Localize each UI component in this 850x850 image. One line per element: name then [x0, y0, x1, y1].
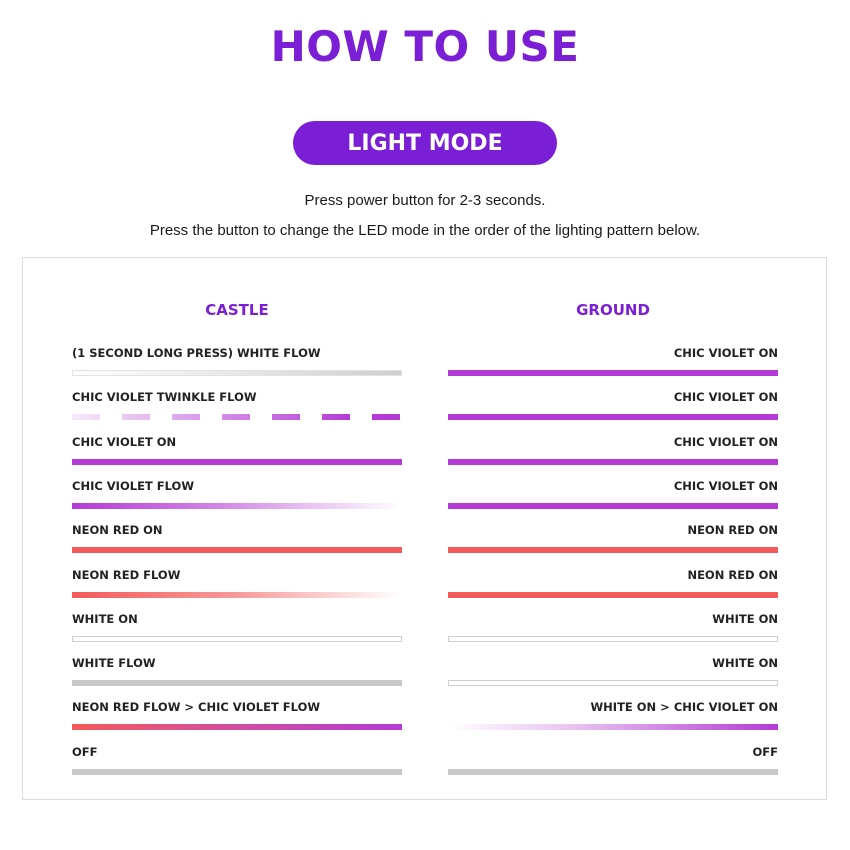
castle-pattern-bar: [72, 414, 402, 420]
castle-pattern-bar: [72, 680, 402, 686]
light-mode-badge: LIGHT MODE: [293, 121, 557, 165]
castle-mode-label: (1 SECOND LONG PRESS) WHITE FLOW: [72, 346, 321, 360]
castle-mode-label: CHIC VIOLET FLOW: [72, 478, 195, 493]
ground-mode-label: CHIC VIOLET ON: [673, 346, 778, 360]
castle-pattern-bar: [72, 724, 402, 730]
castle-mode-label: CHIC VIOLET ON: [72, 434, 177, 449]
ground-mode-label: NEON RED ON: [687, 567, 778, 582]
ground-mode-label: CHIC VIOLET ON: [673, 434, 778, 449]
ground-pattern-bar: [448, 680, 778, 686]
castle-pattern-bar: [72, 769, 402, 775]
castle-pattern-bar: [72, 503, 402, 509]
ground-mode-label: OFF: [752, 744, 778, 759]
instruction-mode-change: Press the button to change the LED mode in the order of the lighting pattern below.: [149, 222, 701, 239]
castle-mode-label: CHIC VIOLET TWINKLE FLOW: [72, 390, 257, 405]
ground-pattern-bar: [448, 636, 778, 642]
ground-pattern-bar: [448, 592, 778, 598]
ground-heading: GROUND: [576, 301, 650, 319]
ground-mode-label: CHIC VIOLET ON: [673, 478, 778, 493]
castle-pattern-bar: [72, 636, 402, 642]
page-title: HOW TO USE: [270, 22, 580, 71]
castle-mode-label: NEON RED ON: [72, 523, 163, 538]
castle-mode-label: NEON RED FLOW > CHIC VIOLET FLOW: [72, 700, 321, 715]
castle-pattern-bar: [72, 459, 402, 465]
ground-pattern-bar: [448, 370, 778, 376]
castle-pattern-bar: [72, 592, 402, 598]
ground-pattern-bar: [448, 547, 778, 553]
lighting-pattern-panel: [22, 257, 827, 800]
castle-heading: CASTLE: [205, 301, 269, 319]
castle-pattern-bar: [72, 547, 402, 553]
ground-pattern-bar: [448, 459, 778, 465]
ground-mode-label: WHITE ON: [712, 611, 778, 626]
instruction-power: Press power button for 2-3 seconds.: [304, 192, 546, 209]
castle-mode-label: WHITE ON: [72, 611, 138, 626]
ground-mode-label: CHIC VIOLET ON: [673, 390, 778, 405]
ground-pattern-bar: [448, 724, 778, 730]
castle-mode-label: WHITE FLOW: [72, 656, 156, 671]
ground-mode-label: WHITE ON > CHIC VIOLET ON: [590, 700, 778, 715]
castle-pattern-bar: [72, 370, 402, 376]
ground-mode-label: WHITE ON: [712, 656, 778, 671]
ground-mode-label: NEON RED ON: [687, 523, 778, 538]
ground-pattern-bar: [448, 503, 778, 509]
castle-mode-label: OFF: [72, 744, 98, 759]
ground-pattern-bar: [448, 414, 778, 420]
ground-pattern-bar: [448, 769, 778, 775]
castle-mode-label: NEON RED FLOW: [72, 567, 181, 582]
